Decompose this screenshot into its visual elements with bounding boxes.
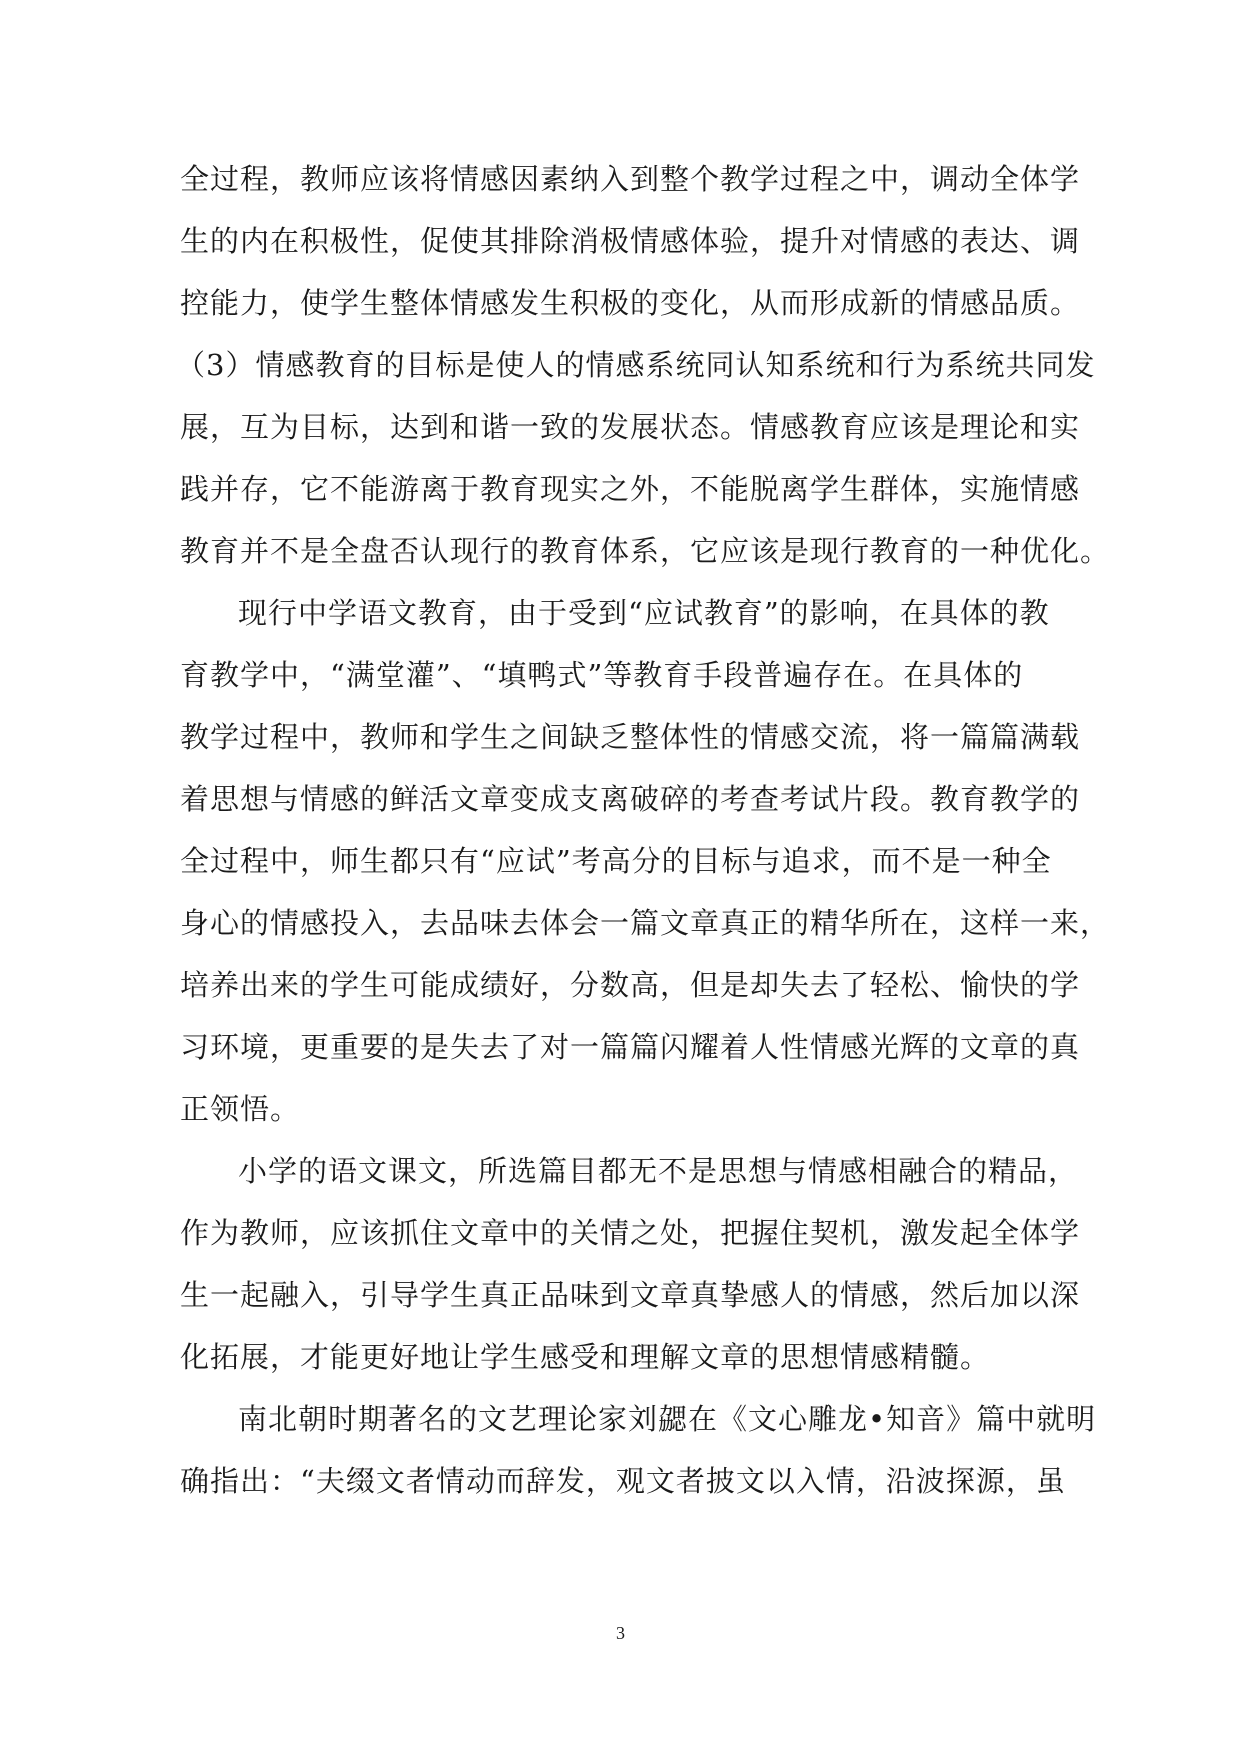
text-line: 化拓展，才能更好地让学生感受和理解文章的思想情感精髓。 (180, 1340, 991, 1374)
text-line: 培养出来的学生可能成绩好，分数高，但是却失去了轻松、愉快的学 (180, 968, 1081, 1002)
text-line: 现行中学语文教育，由于受到“应试教育”的影响，在具体的教 (238, 596, 1050, 630)
text-line: 身心的情感投入，去品味去体会一篇文章真正的精华所在，这样一来， (180, 906, 1111, 940)
text-line: 教育并不是全盘否认现行的教育体系，它应该是现行教育的一种优化。 (180, 534, 1111, 568)
text-line: 着思想与情感的鲜活文章变成支离破碎的考查考试片段。教育教学的 (180, 782, 1081, 816)
text-line: 南北朝时期著名的文艺理论家刘勰在《文心雕龙•知音》篇中就明 (238, 1402, 1097, 1436)
text-line: 全过程中，师生都只有“应试”考高分的目标与追求，而不是一种全 (180, 844, 1052, 878)
page-number: 3 (616, 1623, 625, 1643)
text-line: 教学过程中，教师和学生之间缺乏整体性的情感交流，将一篇篇满载 (180, 720, 1081, 754)
text-line: 小学的语文课文，所选篇目都无不是思想与情感相融合的精品， (238, 1154, 1079, 1188)
text-line: 确指出：“夫缀文者情动而辞发，观文者披文以入情，沿波探源，虽 (180, 1464, 1066, 1498)
text-line: 展，互为目标，达到和谐一致的发展状态。情感教育应该是理论和实 (180, 410, 1081, 444)
text-line: 习环境，更重要的是失去了对一篇篇闪耀着人性情感光辉的文章的真 (180, 1030, 1081, 1064)
text-line: 育教学中，“满堂灌”、“填鸭式”等教育手段普遍存在。在具体的 (180, 658, 1024, 692)
text-line: 生的内在积极性，促使其排除消极情感体验，提升对情感的表达、调 (180, 224, 1081, 258)
text-line: （3）情感教育的目标是使人的情感系统同认知系统和行为系统共同发 (176, 348, 1096, 382)
text-line: 控能力，使学生整体情感发生积极的变化，从而形成新的情感品质。 (180, 286, 1081, 320)
text-line: 践并存，它不能游离于教育现实之外，不能脱离学生群体，实施情感 (180, 472, 1081, 506)
text-line: 正领悟。 (180, 1092, 301, 1126)
text-line: 作为教师，应该抓住文章中的关情之处，把握住契机，激发起全体学 (180, 1216, 1081, 1250)
text-line: 全过程，教师应该将情感因素纳入到整个教学过程之中，调动全体学 (180, 162, 1081, 196)
text-line: 生一起融入，引导学生真正品味到文章真挚感人的情感，然后加以深 (180, 1278, 1081, 1312)
